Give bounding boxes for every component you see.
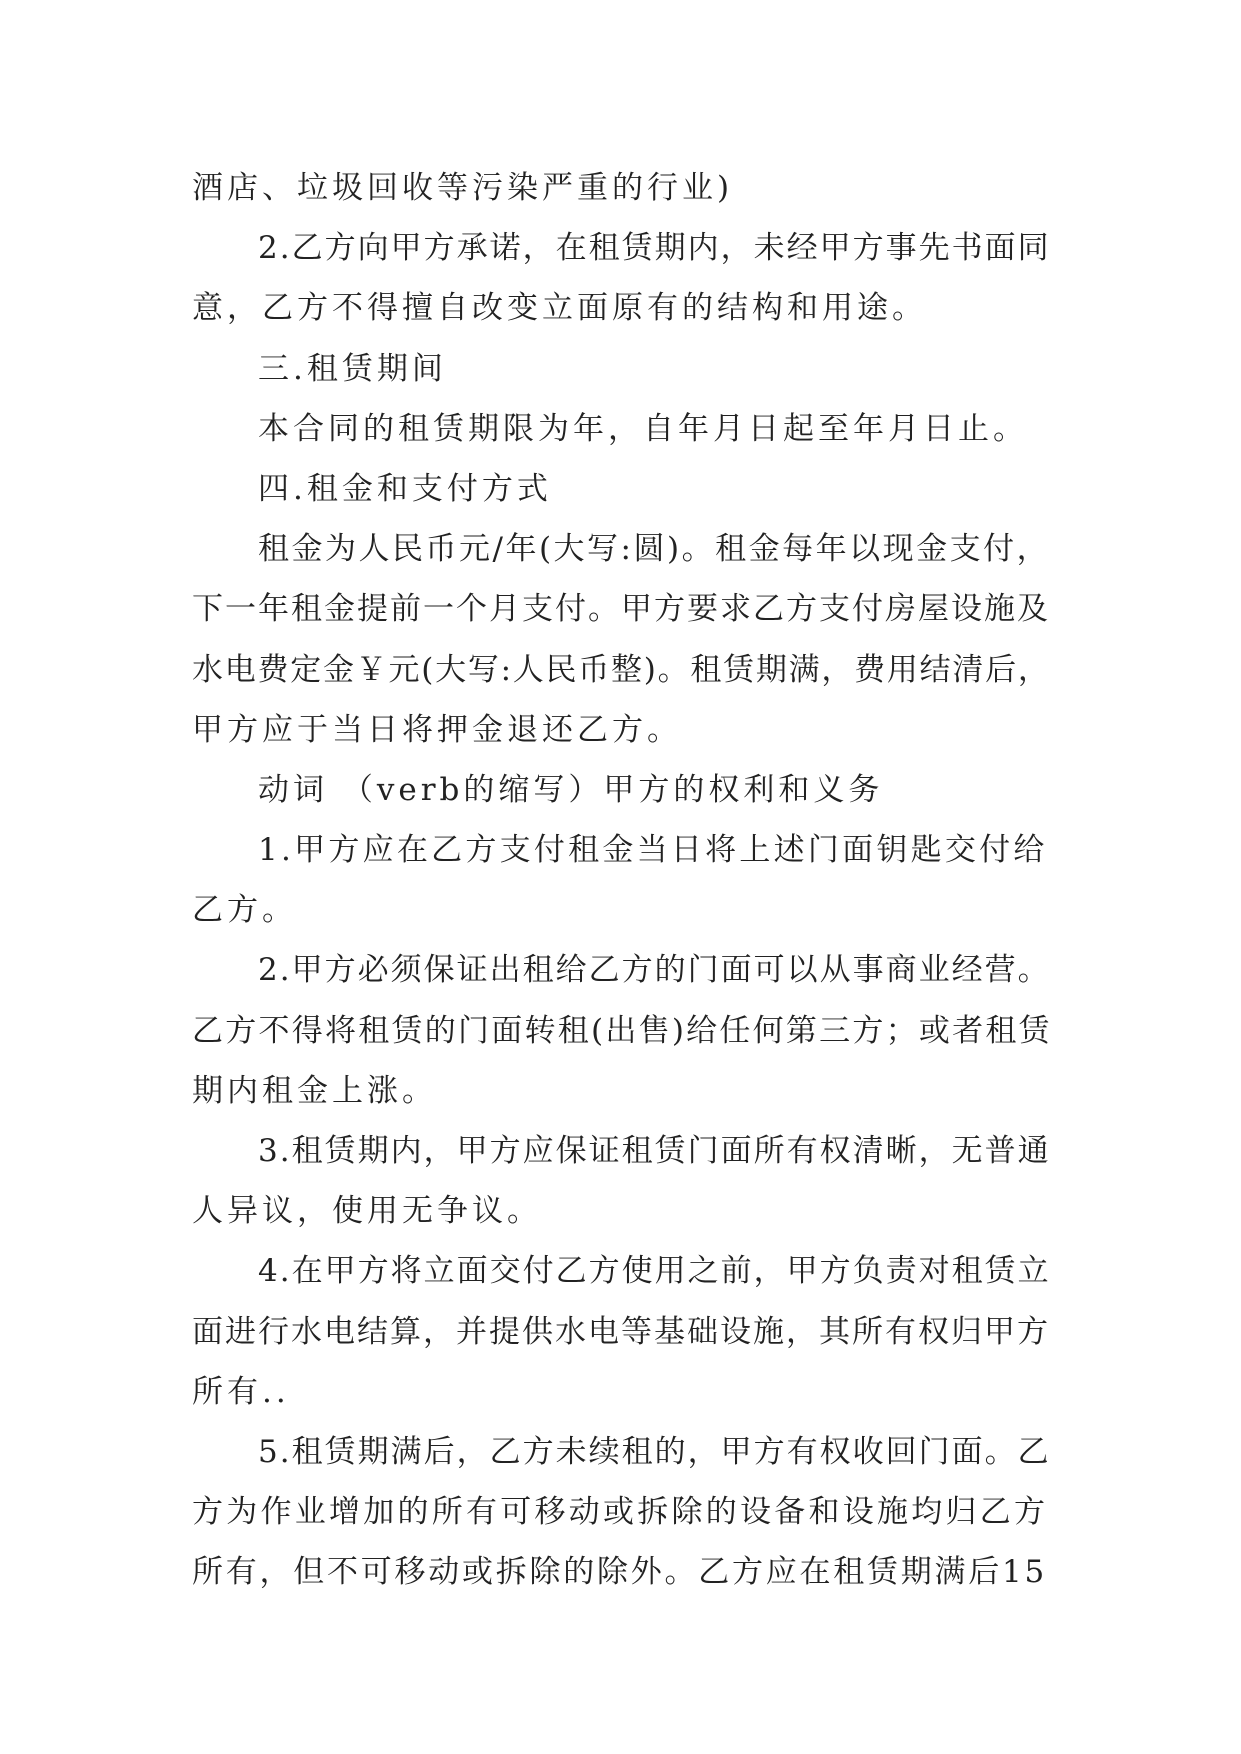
- section-heading: 三.租赁期间: [258, 350, 447, 387]
- text-line: 所有，但不可移动或拆除的除外。乙方应在租赁期满后15: [192, 1554, 1047, 1591]
- text-line: 水电费定金￥元(大写:人民币整)。租赁期满，费用结清后，: [192, 651, 1051, 688]
- text-line: 本合同的租赁期限为年，自年月日起至年月日止。: [258, 410, 1028, 447]
- text-line: 3.租赁期内，甲方应保证租赁门面所有权清晰，无普通: [258, 1133, 1051, 1169]
- text-line: 方为作业增加的所有可移动或拆除的设备和设施均归乙方: [192, 1494, 1049, 1531]
- text-line: 酒店、垃圾回收等污染严重的行业): [192, 170, 734, 206]
- text-line: 1.甲方应在乙方支付租金当日将上述门面钥匙交付给: [258, 832, 1048, 869]
- text-line: 所有..: [192, 1373, 290, 1410]
- text-line: 乙方。: [192, 892, 297, 929]
- section-heading: 动词 （verb的缩写）甲方的权利和义务: [258, 771, 884, 808]
- text-line: 2.乙方向甲方承诺，在租赁期内，未经甲方事先书面同: [258, 230, 1051, 267]
- text-line: 租金为人民币元/年(大写:圆)。租金每年以现金支付，: [258, 531, 1051, 568]
- text-line: 5.租赁期满后，乙方未续租的，甲方有权收回门面。乙: [258, 1433, 1051, 1470]
- section-heading: 四.租金和支付方式: [258, 470, 552, 507]
- text-line: 乙方不得将租赁的门面转租(出售)给任何第三方；或者租赁: [192, 1012, 1052, 1049]
- text-line: 人异议，使用无争议。: [192, 1193, 542, 1230]
- text-line: 4.在甲方将立面交付乙方使用之前，甲方负责对租赁立: [258, 1253, 1051, 1290]
- text-line: 期内租金上涨。: [192, 1072, 437, 1109]
- document-body: [192, 158, 1052, 1603]
- text-line: 下一年租金提前一个月支付。甲方要求乙方支付房屋设施及: [192, 591, 1050, 628]
- text-line: 面进行水电结算，并提供水电等基础设施，其所有权归甲方: [192, 1313, 1050, 1350]
- text-line: 甲方应于当日将押金退还乙方。: [192, 711, 682, 748]
- text-line: 2.甲方必须保证出租给乙方的门面可以从事商业经营。: [258, 952, 1051, 989]
- text-line: 意，乙方不得擅自改变立面原有的结构和用途。: [192, 290, 927, 327]
